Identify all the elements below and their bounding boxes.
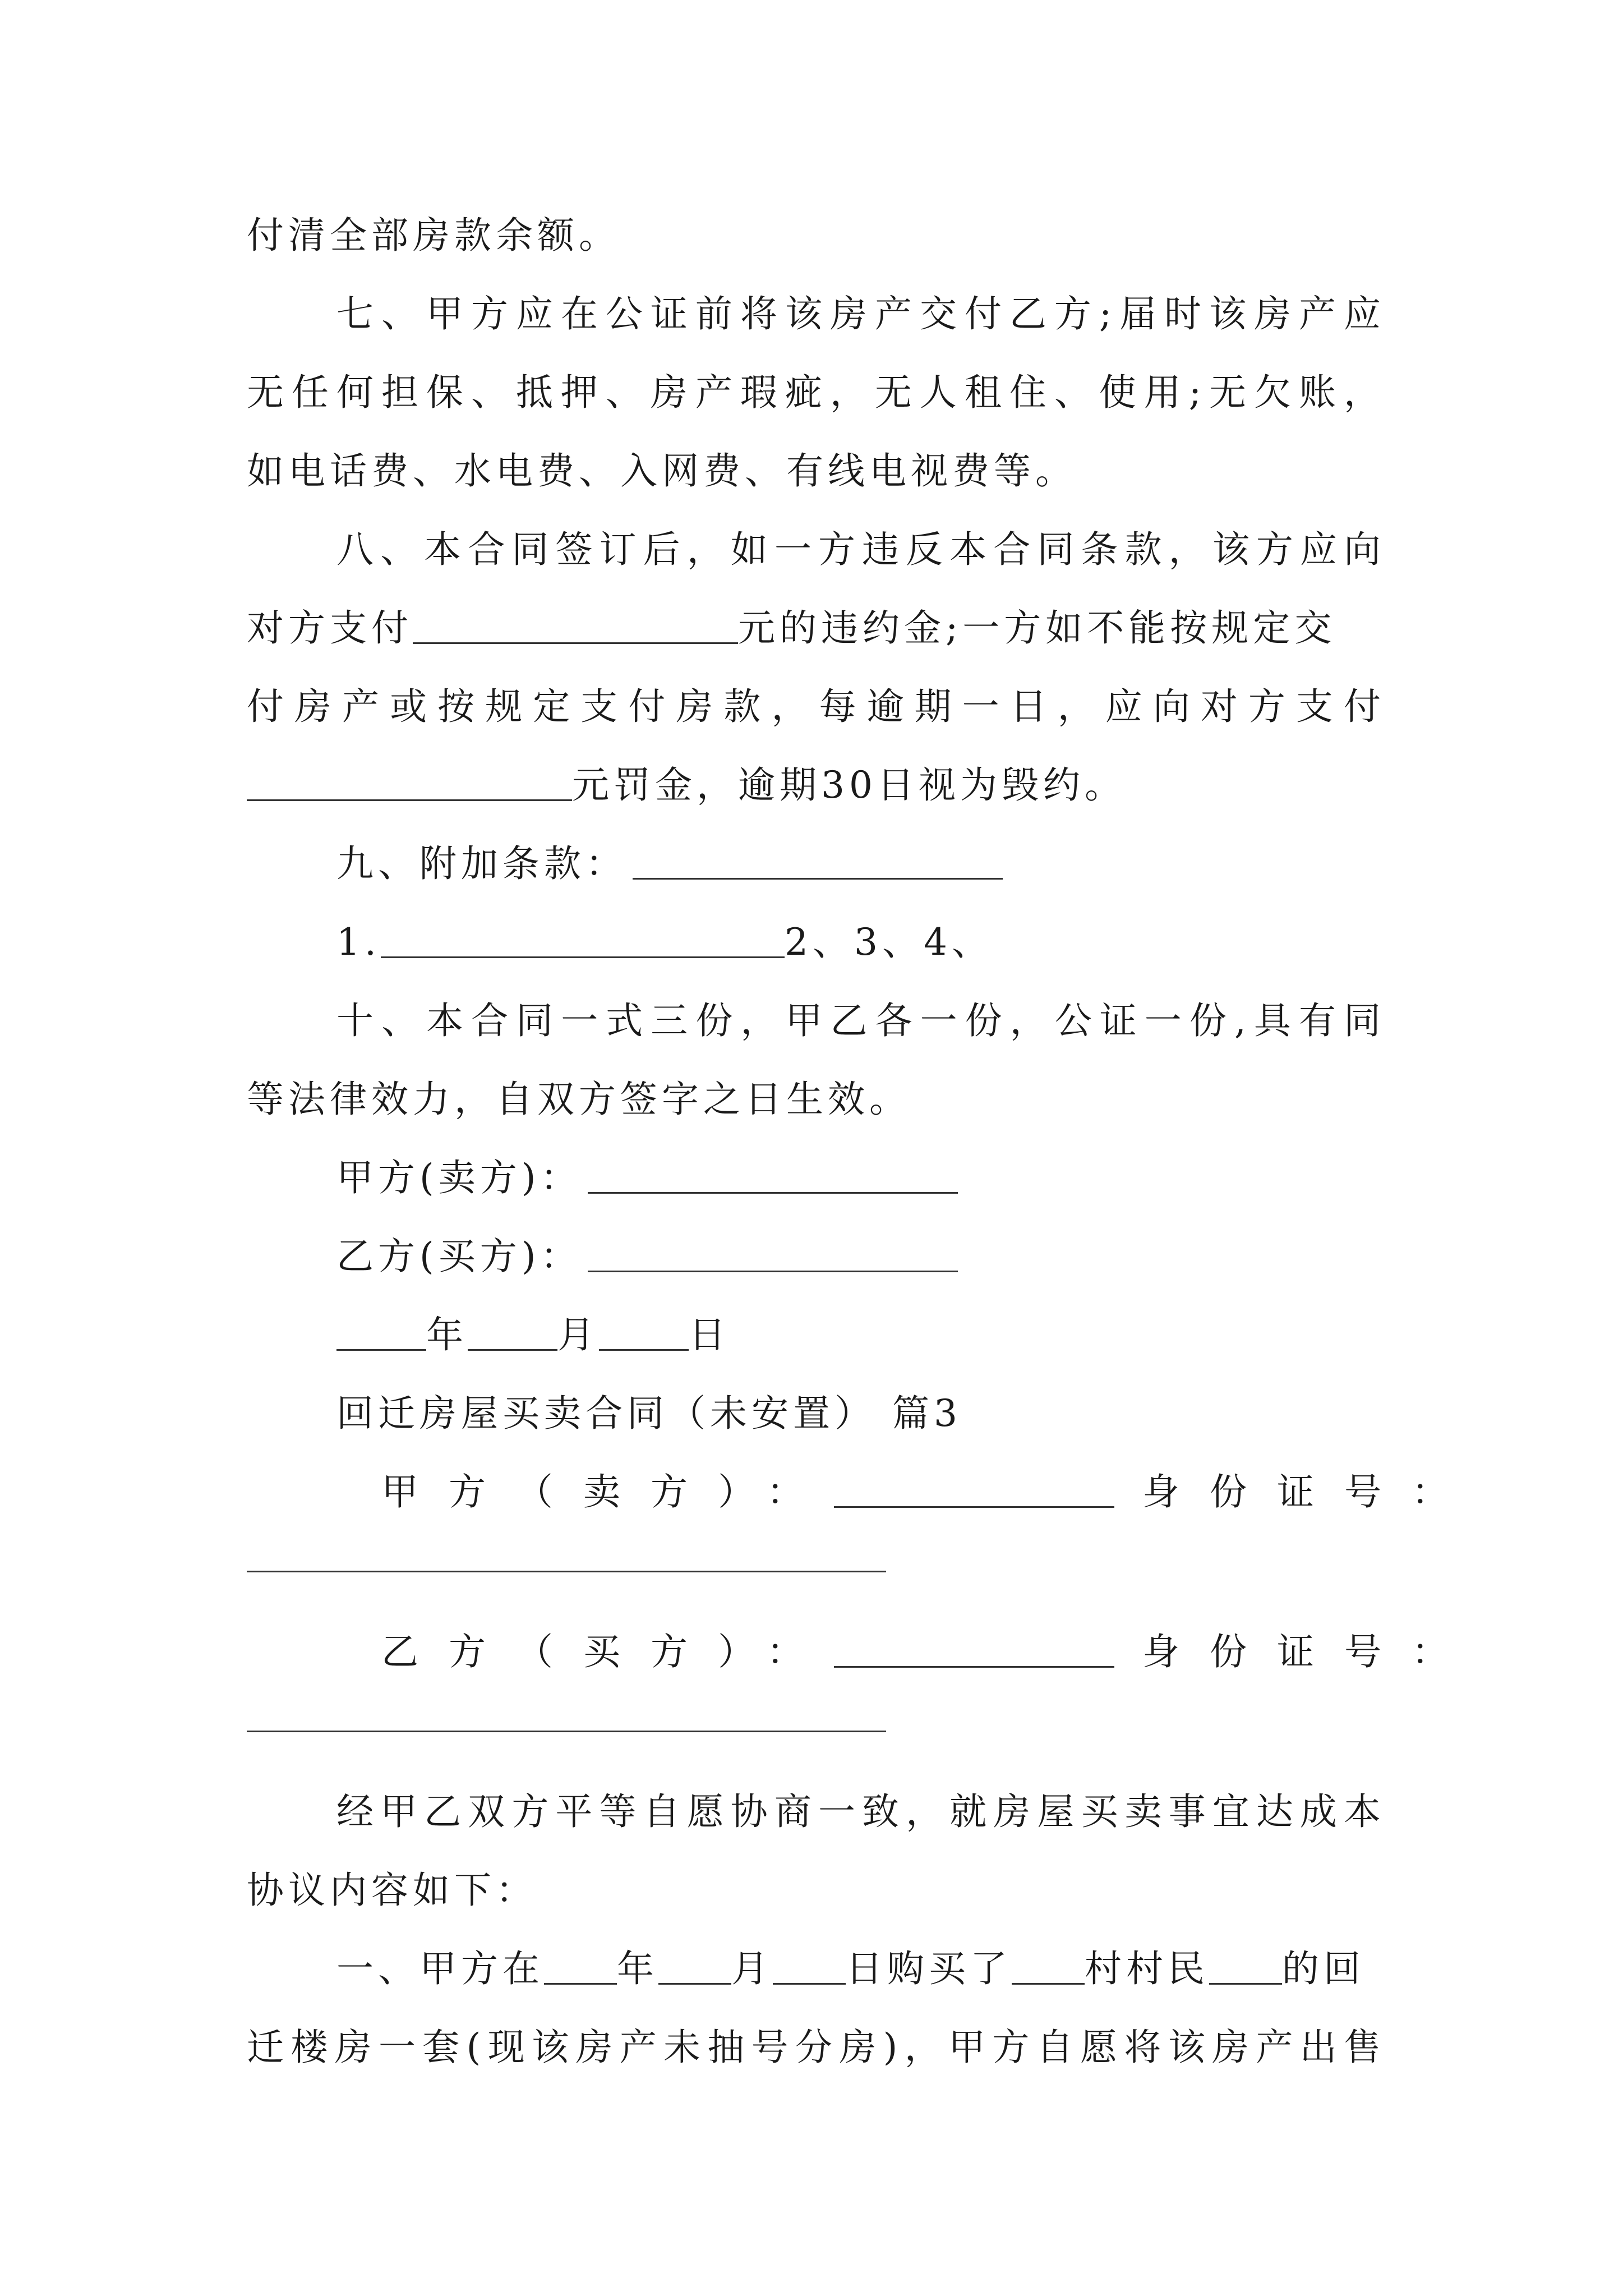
fill-blank — [588, 1155, 958, 1194]
seller-id-line — [381, 1461, 1479, 1523]
text-line: 无任何担保、抵押、房产瑕疵，无人租住、使用;无欠账， — [247, 371, 1385, 414]
fill-blank — [834, 1629, 1114, 1668]
penalty-line — [247, 597, 1385, 659]
seller-signature-line — [336, 1147, 1385, 1209]
text-line: 付清全部房款余额。 — [247, 214, 620, 257]
clause-9-line — [336, 833, 1385, 895]
fill-blank — [773, 1946, 846, 1985]
fill-blank — [381, 919, 785, 958]
additional-terms-line — [336, 912, 1385, 973]
text-line: 付房产或按规定支付房款，每逾期一日，应向对方支付 — [247, 685, 1385, 728]
buyer-id-line — [381, 1621, 1479, 1683]
fill-blank — [413, 605, 738, 644]
id-number-blank — [247, 1571, 886, 1572]
text-fragment: 1. — [336, 921, 381, 964]
text-line: 等法律效力，自双方签字之日生效。 — [247, 1078, 911, 1121]
text-fragment: 月 — [557, 1313, 599, 1356]
text-fragment: 元的违约金;一方如不能按规定交 — [738, 606, 1336, 650]
text-fragment: 年 — [617, 1947, 658, 1990]
fill-blank — [633, 841, 1003, 880]
text-fragment: 甲方（卖方）： — [381, 1470, 834, 1513]
text-fragment: 日 — [689, 1313, 730, 1356]
text-fragment: 一、甲方在 — [336, 1947, 544, 1990]
fill-blank — [336, 1312, 426, 1351]
text-fragment: 对方支付 — [247, 606, 413, 650]
clause-8-line-1: 八、本合同签订后，如一方违反本合同条款，该方应向 — [336, 528, 1385, 571]
text-fragment: 月 — [731, 1947, 773, 1990]
fill-blank — [1012, 1946, 1085, 1985]
fill-blank — [544, 1946, 617, 1985]
section-heading: 回迁房屋买卖合同（未安置） 篇3 — [336, 1392, 962, 1435]
fill-blank — [599, 1312, 689, 1351]
text-fragment: 日购买了 — [846, 1947, 1012, 1990]
text-fragment: 身份证号： — [1142, 1470, 1479, 1513]
date-line — [336, 1304, 1385, 1366]
fill-blank — [468, 1312, 557, 1351]
text-fragment: 元罚金，逾期30日视为毁约。 — [572, 763, 1126, 807]
id-number-blank — [247, 1731, 886, 1732]
text-fragment: 九、附加条款： — [336, 842, 627, 885]
clause-10-line-1: 十、本合同一式三份，甲乙各一份，公证一份,具有同 — [336, 999, 1385, 1042]
text-line: 迁楼房一套(现该房产未抽号分房)，甲方自愿将该房产出售 — [247, 2026, 1385, 2069]
text-fragment: 乙方(买方)： — [336, 1235, 582, 1278]
text-fragment: 村村民 — [1085, 1947, 1209, 1990]
fill-blank — [658, 1946, 731, 1985]
fine-line — [247, 754, 1385, 816]
clause-7-line-1: 七、甲方应在公证前将该房产交付乙方;届时该房产应 — [336, 292, 1385, 335]
text-fragment: 甲方(卖方)： — [336, 1156, 582, 1199]
text-fragment: 乙方（买方）： — [381, 1630, 834, 1673]
buyer-signature-line — [336, 1226, 1385, 1287]
agreement-intro-line-1: 经甲乙双方平等自愿协商一致，就房屋买卖事宜达成本 — [336, 1790, 1385, 1833]
clause-1-line-1 — [336, 1938, 1385, 2000]
text-fragment: 年 — [426, 1313, 468, 1356]
text-line: 协议内容如下： — [247, 1869, 537, 1912]
text-fragment: 的回 — [1282, 1947, 1365, 1990]
fill-blank — [247, 762, 572, 801]
fill-blank — [588, 1234, 958, 1272]
text-fragment: 身份证号： — [1142, 1630, 1479, 1673]
text-fragment: 2、3、4、 — [784, 921, 993, 964]
fill-blank — [1209, 1946, 1282, 1985]
text-line: 如电话费、水电费、入网费、有线电视费等。 — [247, 449, 1077, 493]
fill-blank — [834, 1469, 1114, 1508]
